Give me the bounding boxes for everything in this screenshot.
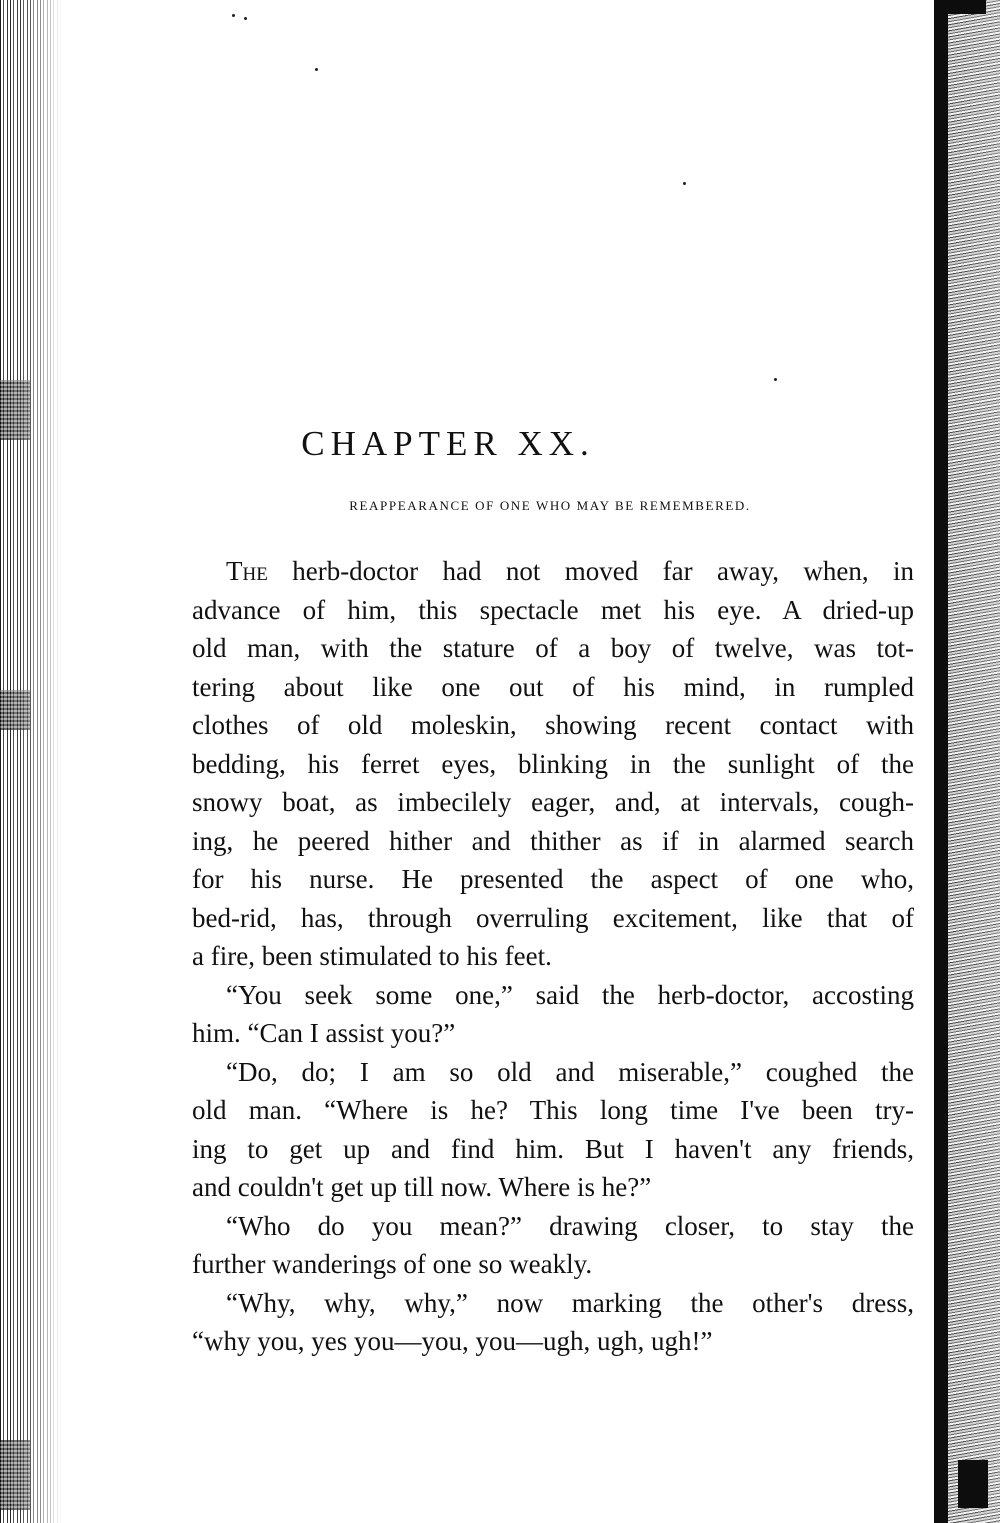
scan-speck — [315, 68, 318, 71]
gutter-smudge — [0, 1440, 30, 1510]
text-line: him. “Can I assist you?” — [192, 1018, 456, 1048]
scan-speck — [244, 17, 247, 20]
chapter-title: CHAPTER XX. — [301, 424, 595, 463]
paragraph — [192, 1053, 914, 1207]
paragraph — [192, 1207, 914, 1284]
paragraph — [192, 1284, 914, 1361]
text-line: and couldn't get up till now. Where is he?” — [192, 1172, 652, 1202]
binding-gutter — [0, 0, 62, 1523]
text-line: advance of him, this spectacle met his eye. A dried-up — [192, 594, 914, 625]
text-line: bedding, his ferret eyes, blinking in the sunlight of the — [192, 748, 914, 779]
text-line: old man, with the stature of a boy of twelve, was tot- — [192, 633, 914, 663]
text-line: “You seek some one,” said the herb-doctor, accosting — [226, 979, 914, 1010]
text-line — [192, 552, 914, 591]
text-line: old man. “Where is he? This long time I've been try- — [192, 1095, 914, 1125]
text-line: “Do, do; I am so old and miserable,” coughed the — [226, 1056, 914, 1087]
text-line: bed-rid, has, through overruling excitement, like that of — [192, 902, 914, 933]
text-line: “why you, yes you—you, you—ugh, ugh, ugh!” — [192, 1326, 713, 1356]
scan-speck — [774, 378, 777, 381]
text-line: ing, he peered hither and thither as if in alarmed search — [192, 825, 914, 856]
page-edge-shadow — [934, 0, 948, 1523]
page-edge-bottom — [958, 1460, 988, 1508]
text-line: a fire, been stimulated to his feet. — [192, 941, 552, 971]
chapter-subtitle: REAPPEARANCE OF ONE WHO MAY BE REMEMBERED. — [349, 498, 751, 513]
text-line: tering about like one out of his mind, in rumpled — [192, 671, 914, 702]
paragraph — [192, 976, 914, 1053]
chapter-body — [192, 552, 914, 1361]
text-line: further wanderings of one so weakly. — [192, 1249, 593, 1279]
text-line: for his nurse. He presented the aspect of one who, — [192, 864, 914, 894]
text-line: “Who do you mean?” drawing closer, to stay the — [226, 1210, 914, 1241]
text-line-content: herb-doctor had not moved far away, when, in — [267, 556, 914, 586]
text-line: snowy boat, as imbecilely eager, and, at intervals, cough- — [192, 787, 914, 817]
page-edge — [934, 0, 1000, 1523]
text-line: clothes of old moleskin, showing recent contact with — [192, 710, 914, 740]
scan-speck — [232, 14, 235, 17]
gutter-smudge — [0, 690, 30, 730]
paragraph — [192, 552, 914, 976]
gutter-smudge — [0, 380, 30, 440]
drop-lead-word: The — [226, 556, 268, 586]
page-edge-top — [934, 0, 986, 14]
text-line: “Why, why, why,” now marking the other's dress, — [226, 1287, 914, 1318]
scan-speck — [683, 182, 686, 185]
page-edge-texture — [948, 0, 1000, 1523]
text-line: ing to get up and find him. But I haven't any friends, — [192, 1133, 914, 1164]
